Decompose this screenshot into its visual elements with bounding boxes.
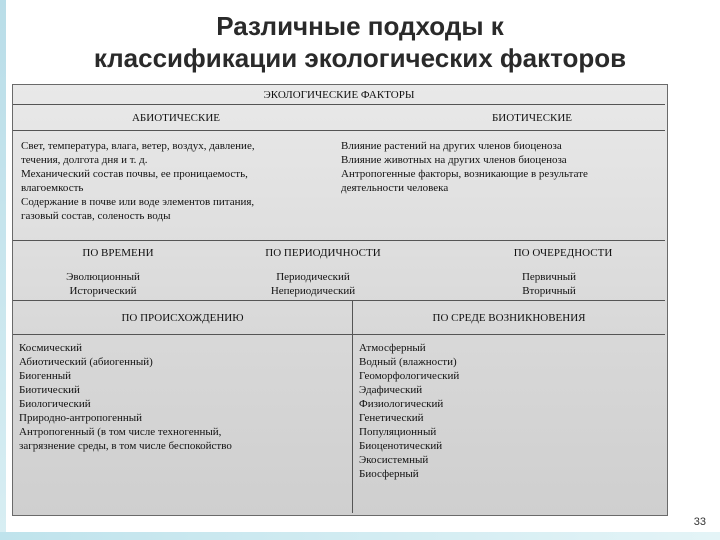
title-line-2: классификации экологических факторов (93, 43, 627, 73)
list-item: Космический (19, 342, 82, 354)
list-item: Биоценотический (359, 440, 443, 452)
by-periodicity-items (193, 265, 433, 301)
abiotic-line: Механический состав почвы, ее проницаемость, (21, 168, 248, 180)
by-environment-items (353, 335, 665, 513)
biotic-description (339, 131, 665, 241)
slide-title (0, 10, 720, 74)
list-item: Эдафический (359, 384, 423, 396)
title-line-1: Различные подходы к (216, 11, 504, 41)
list-item: Генетический (359, 412, 424, 424)
list-item: Исторический (69, 285, 137, 297)
list-item: Биотический (19, 384, 80, 396)
biotic-line: Влияние растений на других членов биоценоза (341, 140, 562, 152)
by-environment-label: ПО СРЕДЕ ВОЗНИКНОВЕНИЯ (353, 301, 665, 335)
list-item: Биосферный (359, 468, 419, 480)
biotic-line: Влияние животных на других членов биоценоза (341, 154, 567, 166)
biotic-line: Антропогенные факторы, возникающие в результате (341, 168, 588, 180)
list-item: Природно-антропогенный (19, 412, 143, 424)
list-item: Популяционный (359, 426, 437, 438)
list-item: Антропогенный (в том числе техногенный, (19, 426, 222, 438)
list-item: Эволюционный (66, 271, 140, 283)
biotic-label: БИОТИЧЕСКИЕ (339, 105, 665, 131)
list-item: Периодический (276, 271, 350, 283)
list-item: Биологический (19, 398, 91, 410)
abiotic-line: Содержание в почве или воде элементов питания, (21, 196, 255, 208)
by-time-label: ПО ВРЕМЕНИ (82, 247, 154, 259)
abiotic-line: Свет, температура, влага, ветер, воздух, давление, (21, 140, 255, 152)
by-origin-items (13, 335, 353, 513)
by-order-items (433, 265, 665, 301)
list-item: Физиологический (359, 398, 444, 410)
list-item: Первичный (521, 271, 577, 283)
page-number: 33 (693, 516, 706, 528)
list-item: Водный (влажности) (359, 356, 457, 368)
by-time-items (13, 265, 193, 301)
list-item: Абиотический (абиогенный) (19, 356, 153, 368)
abiotic-label: АБИОТИЧЕСКИЕ (13, 105, 339, 131)
abiotic-line: влагоемкость (21, 182, 84, 194)
list-item: Биогенный (19, 370, 72, 382)
slide-frame-left (0, 0, 6, 540)
table-header: ЭКОЛОГИЧЕСКИЕ ФАКТОРЫ (13, 85, 665, 105)
classification-table (12, 84, 668, 516)
abiotic-line: газовый состав, соленость воды (21, 210, 171, 222)
list-item: загрязнение среды, в том числе беспокойство (19, 440, 232, 452)
list-item: Геоморфологический (359, 370, 460, 382)
by-order-label: ПО ОЧЕРЕДНОСТИ (513, 247, 613, 259)
by-periodicity-label: ПО ПЕРИОДИЧНОСТИ (265, 247, 381, 259)
slide-frame-bottom (0, 532, 720, 540)
abiotic-line: течения, долгота дня и т. д. (21, 154, 148, 166)
abiotic-description (13, 131, 339, 241)
list-item: Вторичный (522, 285, 576, 297)
biotic-line: деятельности человека (341, 182, 449, 194)
list-item: Непериодический (270, 285, 356, 297)
list-item: Атмосферный (359, 342, 426, 354)
list-item: Экосистемный (359, 454, 429, 466)
by-origin-label: ПО ПРОИСХОЖДЕНИЮ (13, 301, 353, 335)
